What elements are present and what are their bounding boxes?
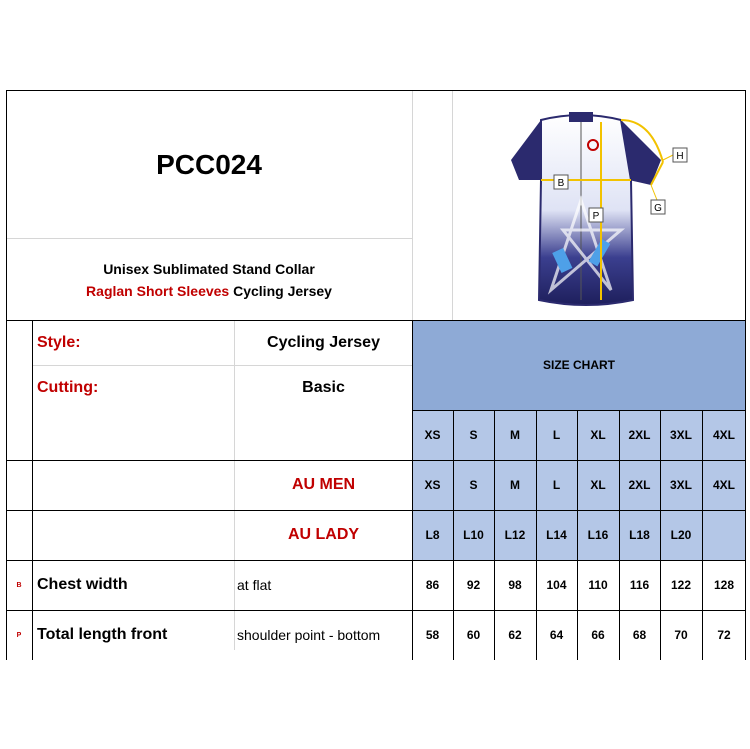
label-p: P xyxy=(592,211,600,222)
chest-width-value: 128 xyxy=(713,578,735,592)
cutting-value: Basic xyxy=(302,378,345,396)
size-header-cell: 3XL xyxy=(669,428,692,442)
label-h: H xyxy=(676,151,684,162)
au-lady-size-cell: L8 xyxy=(425,528,440,542)
description-line-2 xyxy=(86,280,332,302)
au-lady-size-cell: L10 xyxy=(463,528,484,542)
cutting-label: Cutting: xyxy=(37,378,99,396)
total-length-value: 62 xyxy=(508,628,522,642)
au-lady-size-cell: L12 xyxy=(504,528,526,542)
marker-p: P xyxy=(16,631,22,639)
au-men-size-cell: L xyxy=(552,478,561,492)
size-header-cell: 2XL xyxy=(628,428,651,442)
au-men-size-cell: 3XL xyxy=(669,478,692,492)
left-sleeve xyxy=(511,120,541,180)
collar xyxy=(569,112,593,122)
description-line-1: Unisex Sublimated Stand Collar xyxy=(103,261,315,277)
au-men-size-cell: M xyxy=(510,478,520,492)
style-value: Cycling Jersey xyxy=(267,333,380,351)
chest-width-value: 122 xyxy=(670,578,692,592)
description-rest: Cycling Jersey xyxy=(229,283,332,299)
total-length-label: Total length front xyxy=(37,626,168,643)
label-g: G xyxy=(654,203,662,214)
au-men-label: AU MEN xyxy=(291,476,356,493)
size-header-cell: L xyxy=(552,428,561,442)
au-lady-size-cell: L14 xyxy=(546,528,567,542)
total-length-value: 66 xyxy=(591,628,605,642)
jersey-diagram xyxy=(501,100,701,315)
chest-width-value: 86 xyxy=(425,578,440,592)
chest-width-note: at flat xyxy=(237,577,272,593)
total-length-value: 64 xyxy=(549,628,564,642)
au-lady-label: AU LADY xyxy=(287,526,360,543)
style-label: Style: xyxy=(37,333,81,351)
au-men-size-cell: S xyxy=(469,478,478,492)
au-men-size-cell: 2XL xyxy=(628,478,651,492)
size-header-cell: S xyxy=(469,428,478,442)
au-men-size-cell: XS xyxy=(424,478,441,492)
total-length-value: 58 xyxy=(425,628,440,642)
au-lady-size-cell xyxy=(702,510,746,560)
au-men-size-cell: 4XL xyxy=(712,478,735,492)
total-length-note: shoulder point - bottom xyxy=(237,627,381,643)
size-chart-title: SIZE CHART xyxy=(543,358,615,372)
label-b: B xyxy=(557,178,565,189)
au-men-size-cell: XL xyxy=(590,478,606,492)
au-lady-size-cell: L18 xyxy=(629,528,650,542)
chest-width-value: 92 xyxy=(466,578,481,592)
total-length-value: 70 xyxy=(674,628,688,642)
chest-width-value: 110 xyxy=(588,578,608,592)
jersey-body xyxy=(539,115,633,305)
total-length-value: 72 xyxy=(717,628,731,642)
size-header-cell: XS xyxy=(424,428,441,442)
au-lady-size-cell: L16 xyxy=(587,528,609,542)
chest-width-value: 116 xyxy=(629,578,650,592)
product-code: PCC024 xyxy=(156,149,262,180)
au-lady-size-cell: L20 xyxy=(670,528,692,542)
product-description xyxy=(6,250,412,310)
size-header-cell: M xyxy=(510,428,520,442)
marker-b: B xyxy=(16,581,22,589)
chest-width-label: Chest width xyxy=(37,576,128,593)
total-length-value: 68 xyxy=(632,628,647,642)
description-red-part: Raglan Short Sleeves xyxy=(86,283,230,299)
size-header-cell: XL xyxy=(590,428,606,442)
spec-sheet xyxy=(6,90,746,660)
total-length-value: 60 xyxy=(466,628,481,642)
size-header-cell: 4XL xyxy=(712,428,735,442)
chest-width-value: 104 xyxy=(546,578,567,592)
chest-width-value: 98 xyxy=(508,578,522,592)
